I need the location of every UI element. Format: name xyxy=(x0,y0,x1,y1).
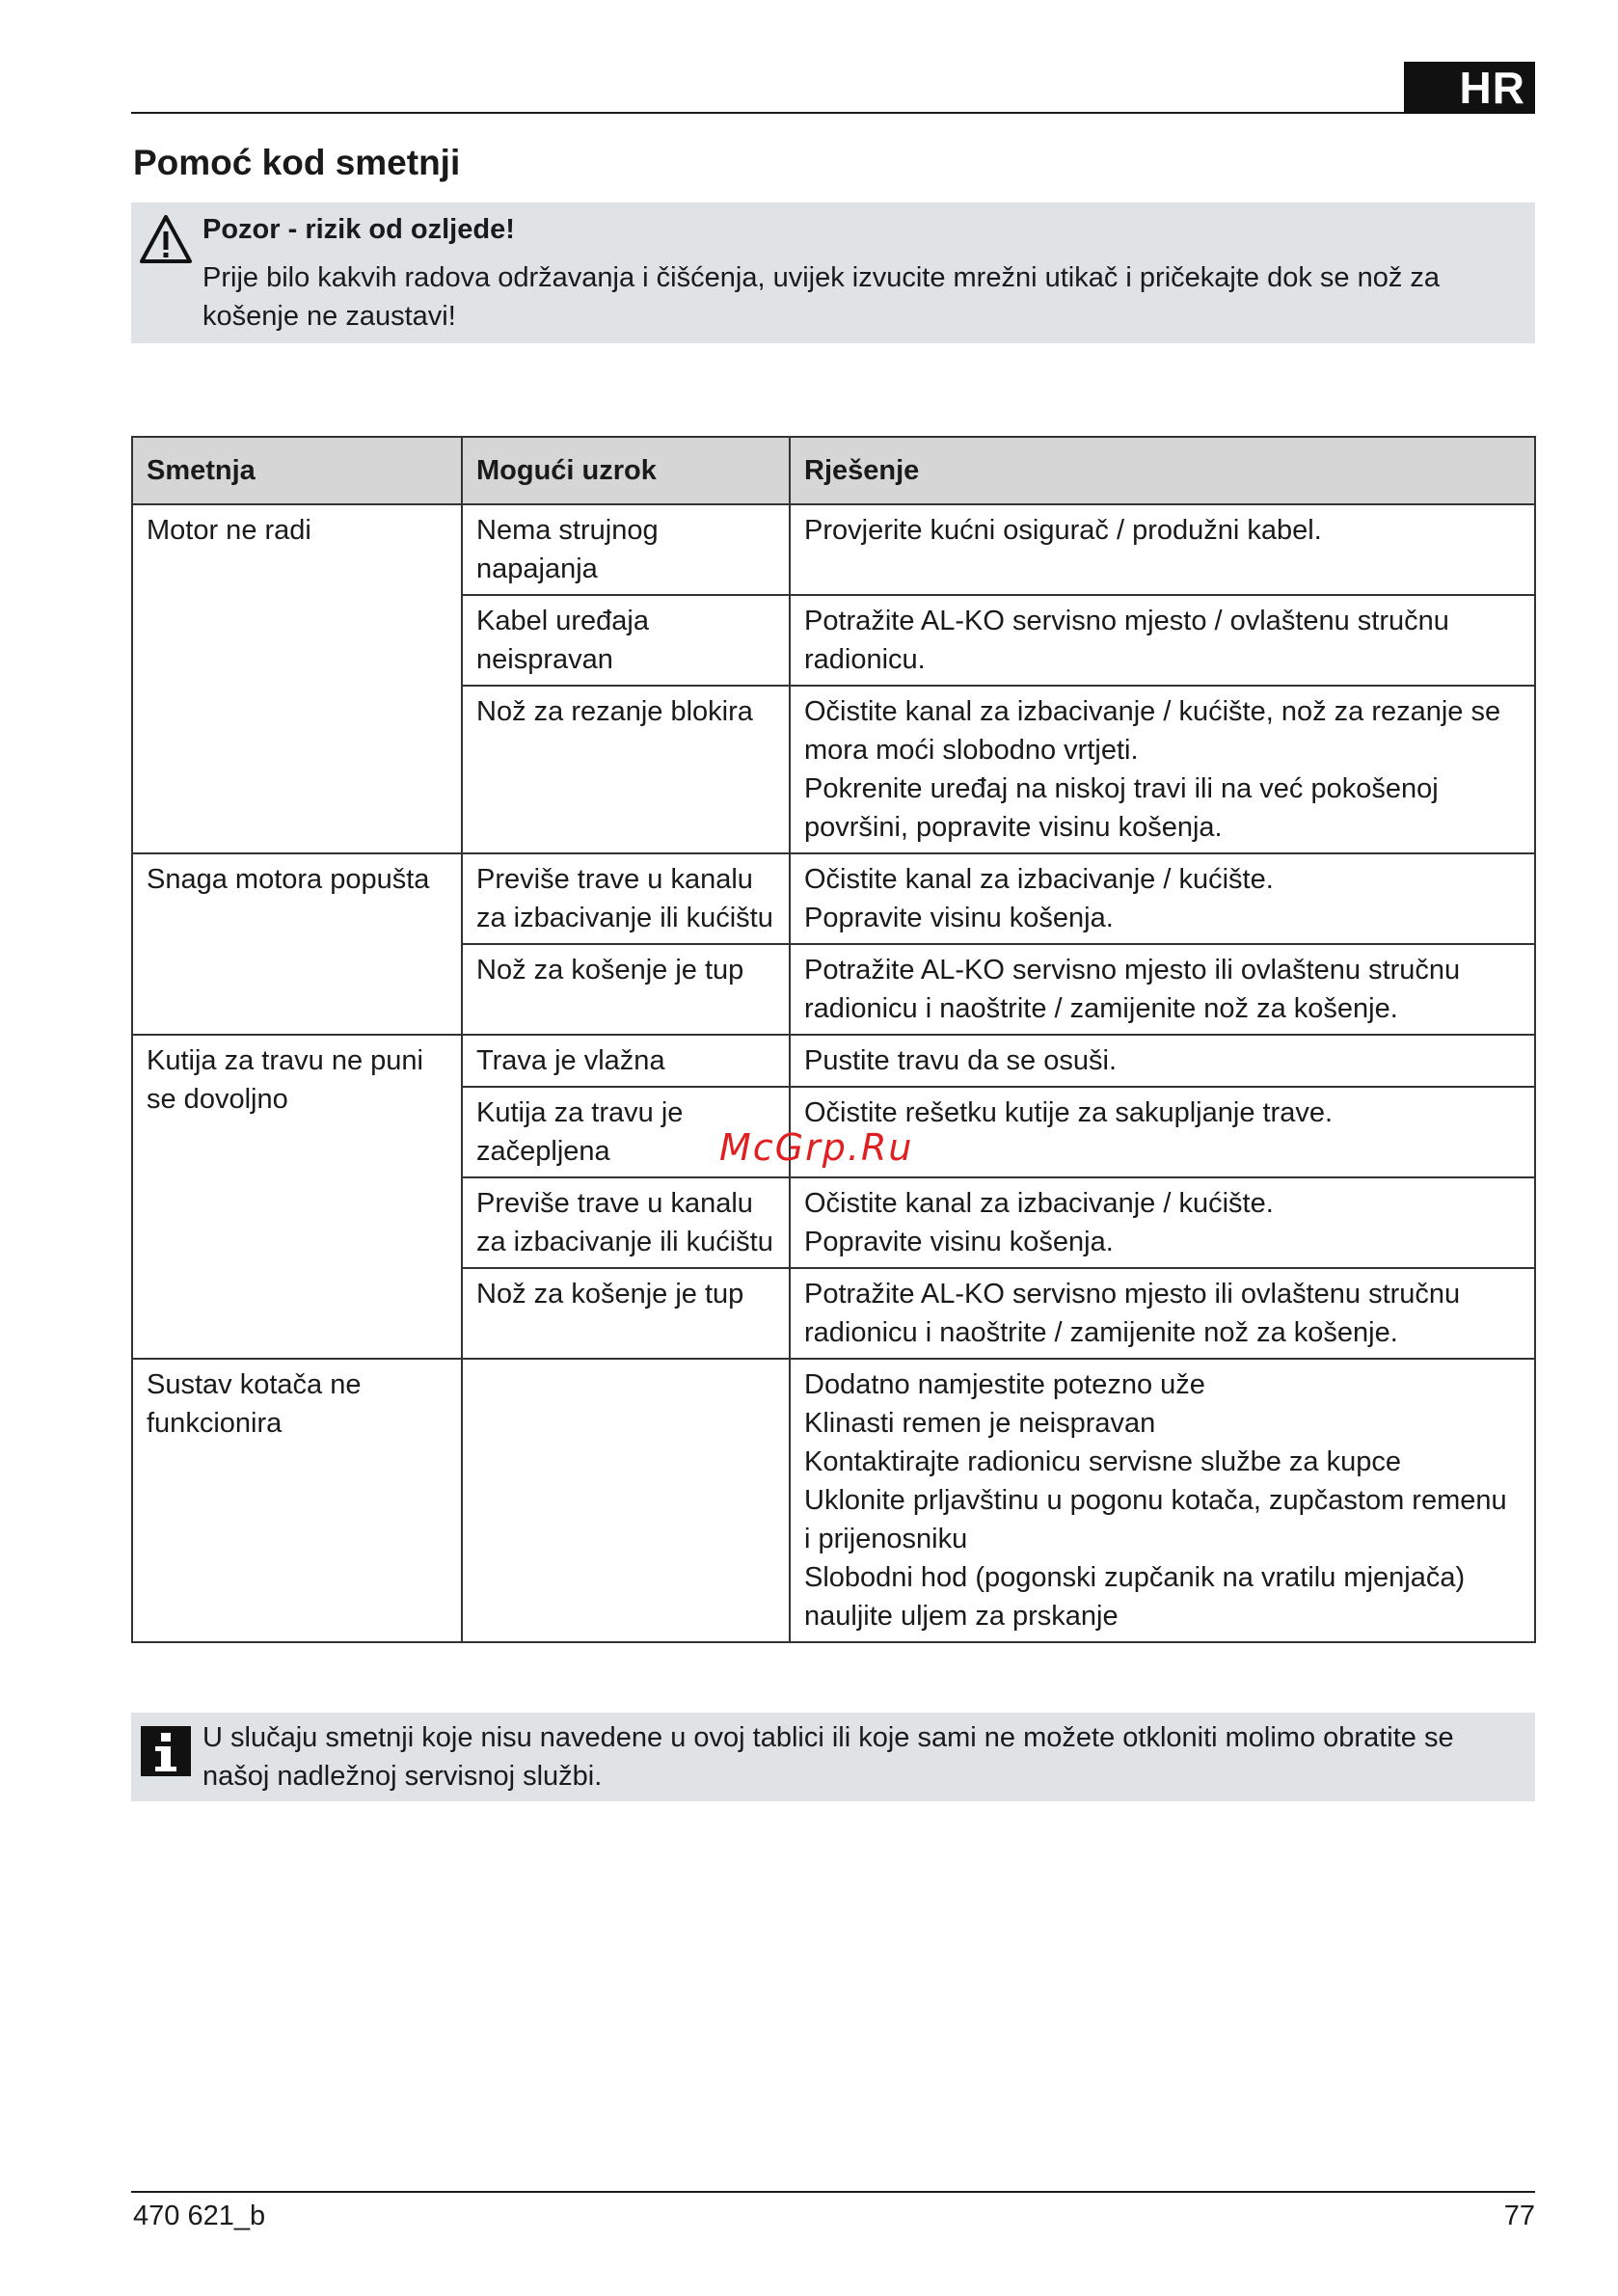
solution-line: Popravite visinu košenja. xyxy=(804,1227,1114,1257)
cause-cell: Kabel uređaja neispravan xyxy=(462,595,790,686)
table-row xyxy=(132,853,1535,944)
table-header-row xyxy=(132,437,1535,504)
document-code: 470 621_b xyxy=(133,2201,266,2231)
solution-line: Očistite kanal za izbacivanje / kućište, nož za rezanje se mora moći slobodno vrtjeti. xyxy=(804,696,1501,766)
fault-cell: Motor ne radi xyxy=(132,504,462,853)
solution-line: Uklonite prljavštinu u pogonu kotača, zupčastom remenu i prijenosniku xyxy=(804,1485,1507,1554)
solution-line: Pokrenite uređaj na niskoj travi ili na već pokošenoj površini, popravite visinu košenja. xyxy=(804,773,1439,843)
cause-cell: Nož za rezanje blokira xyxy=(462,686,790,853)
fault-cell: Snaga motora popušta xyxy=(132,853,462,1035)
header-fault: Smetnja xyxy=(132,437,462,504)
cause-cell: Previše trave u kanalu za izbacivanje ili kućištu xyxy=(462,853,790,944)
solution-cell xyxy=(790,1177,1535,1268)
warning-title: Pozor - rizik od ozljede! xyxy=(202,214,515,245)
solution-line: Očistite rešetku kutije za sakupljanje trave. xyxy=(804,1097,1334,1128)
table-row xyxy=(132,1035,1535,1087)
table-row xyxy=(132,1359,1535,1642)
solution-cell xyxy=(790,853,1535,944)
solution-line: Slobodni hod (pogonski zupčanik na vratilu mjenjača) nauljite uljem za prskanje xyxy=(804,1562,1466,1632)
page-number: 77 xyxy=(1503,2201,1535,2231)
top-rule xyxy=(131,112,1535,114)
info-text: U slučaju smetnji koje nisu navedene u ovoj tablici ili koje sami ne možete otkloniti molimo obratite se našoj nadležnoj servisnoj službi. xyxy=(202,1722,1454,1792)
fault-cell: Sustav kotača ne funkcionira xyxy=(132,1359,462,1642)
watermark: McGrp.Ru xyxy=(719,1126,914,1169)
solution-line: Popravite visinu košenja. xyxy=(804,903,1114,933)
troubleshooting-table xyxy=(131,436,1536,1643)
solution-cell xyxy=(790,1268,1535,1359)
language-badge: HR xyxy=(1404,62,1535,114)
solution-line: Potražite AL-KO servisno mjesto ili ovlaštenu stručnu radionicu i naoštrite / zamijenite nož za košenje. xyxy=(804,1279,1461,1348)
info-icon xyxy=(139,1724,193,1778)
solution-line: Očistite kanal za izbacivanje / kućište. xyxy=(804,864,1274,895)
solution-line: Kontaktirajte radionicu servisne službe za kupce xyxy=(804,1446,1401,1477)
solution-line: Provjerite kućni osigurač / produžni kabel. xyxy=(804,515,1322,546)
warning-triangle-icon xyxy=(139,214,193,264)
table-row xyxy=(132,504,1535,595)
solution-line: Potražite AL-KO servisno mjesto ili ovlaštenu stručnu radionicu i naoštrite / zamijenite nož za košenje. xyxy=(804,955,1461,1024)
header-solution: Rješenje xyxy=(790,437,1535,504)
solution-line: Potražite AL-KO servisno mjesto / ovlaštenu stručnu radionicu. xyxy=(804,606,1449,675)
table-body xyxy=(132,504,1535,1642)
solution-line: Klinasti remen je neispravan xyxy=(804,1408,1156,1439)
solution-cell xyxy=(790,504,1535,595)
solution-cell xyxy=(790,595,1535,686)
solution-line: Dodatno namjestite potezno uže xyxy=(804,1369,1205,1400)
solution-cell xyxy=(790,1035,1535,1087)
header-cause: Mogući uzrok xyxy=(462,437,790,504)
solution-cell xyxy=(790,1359,1535,1642)
solution-cell xyxy=(790,944,1535,1035)
info-box xyxy=(131,1713,1535,1801)
cause-cell: Nema strujnog napajanja xyxy=(462,504,790,595)
cause-cell: Nož za košenje je tup xyxy=(462,944,790,1035)
warning-box xyxy=(131,203,1535,343)
solution-line: Pustite travu da se osuši. xyxy=(804,1045,1117,1076)
cause-cell xyxy=(462,1359,790,1642)
cause-cell: Nož za košenje je tup xyxy=(462,1268,790,1359)
fault-cell: Kutija za travu ne puni se dovoljno xyxy=(132,1035,462,1359)
page-title: Pomoć kod smetnji xyxy=(133,143,461,182)
solution-line: Očistite kanal za izbacivanje / kućište. xyxy=(804,1188,1274,1219)
cause-cell: Kutija za travu je začepljena xyxy=(462,1087,790,1177)
cause-cell: Trava je vlažna xyxy=(462,1035,790,1087)
bottom-rule xyxy=(131,2191,1535,2193)
cause-cell: Previše trave u kanalu za izbacivanje ili kućištu xyxy=(462,1177,790,1268)
solution-cell xyxy=(790,686,1535,853)
warning-text: Prije bilo kakvih radova održavanja i čišćenja, uvijek izvucite mrežni utikač i pričekajte dok se nož za košenje ne zaustavi! xyxy=(202,262,1441,332)
